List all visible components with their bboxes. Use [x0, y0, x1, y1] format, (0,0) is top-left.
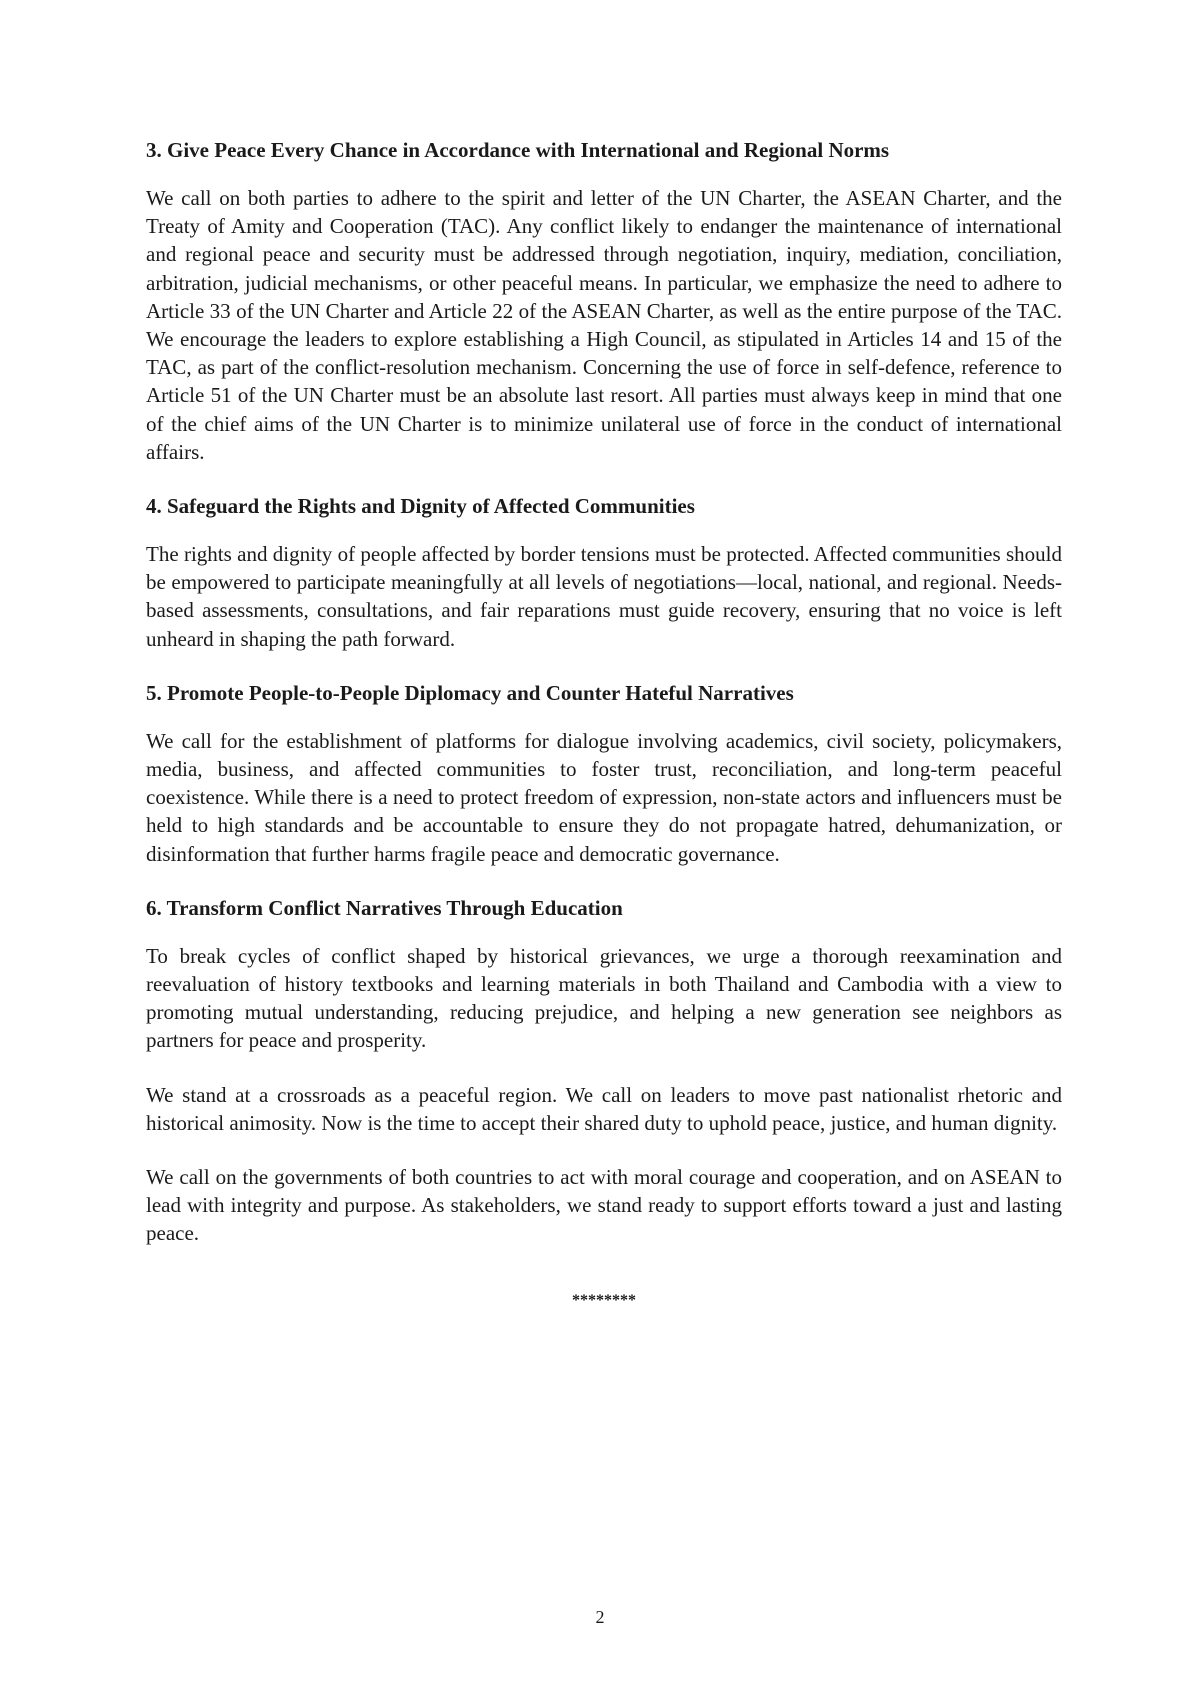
section-paragraph: The rights and dignity of people affected by border tensions must be protected. Affected communities should be empowered to participate meaningfully at all levels of negotiations—local, national, and regional. Needs-based assessments, consultations, and fair reparations must guide recovery, ensuring that no voice is left unheard in shaping the path forward.	[146, 542, 1062, 651]
section-heading: 3. Give Peace Every Chance in Accordance with International and Regional Norms	[146, 138, 890, 162]
page-number: 2	[595, 1607, 605, 1627]
closing-statement	[146, 1081, 1062, 1248]
section-heading: 5. Promote People-to-People Diplomacy and Counter Hateful Narratives	[146, 680, 794, 705]
section-6	[146, 894, 1062, 1055]
closing-paragraph: We stand at a crossroads as a peaceful region. We call on leaders to move past nationalist rhetoric and historical animosity. Now is the time to accept their shared duty to uphold peace, justice, and human dignity.	[146, 1082, 1062, 1135]
document-body	[146, 136, 1062, 1310]
section-paragraph: We call for the establishment of platforms for dialogue involving academics, civil society, policymakers, media, business, and affected communities to foster trust, reconciliation, and long-term peaceful coexistence. While there is a need to protect freedom of expression, non-state actors and influencers must be held to high standards and be accountable to ensure they do not propagate hatred, dehumanization, or disinformation that further harms fragile peace and democratic governance.	[146, 728, 1062, 866]
section-paragraph: We call on both parties to adhere to the spirit and letter of the UN Charter, the ASEAN Charter, and the Treaty of Amity and Cooperation (TAC). Any conflict likely to endanger the maintenance of international and regional peace and security must be addressed through negotiation, inquiry, mediation, conciliation, arbitration, judicial mechanisms, or other peaceful means. In particular, we emphasize the need to adhere to Article 33 of the UN Charter and Article 22 of the ASEAN Charter, as well as the entire purpose of the TAC. We encourage the leaders to explore establishing a High Council, as stipulated in Articles 14 and 15 of the TAC, as part of the conflict-resolution mechanism. Concerning the use of force in self-defence, reference to Article 51 of the UN Charter must be an absolute last resort. All parties must always keep in mind that one of the chief aims of the UN Charter is to minimize unilateral use of force in the conduct of international affairs.	[146, 186, 1062, 464]
section-4	[146, 492, 1062, 653]
end-separator: ********	[572, 1291, 636, 1309]
section-heading: 4. Safeguard the Rights and Dignity of Affected Communities	[146, 494, 695, 519]
section-5	[146, 679, 1062, 868]
closing-paragraph: We call on the governments of both countries to act with moral courage and cooperation, and on ASEAN to lead with integrity and purpose. As stakeholders, we stand ready to support efforts toward a just and lasting peace.	[146, 1165, 1062, 1246]
section-heading: 6. Transform Conflict Narratives Through Education	[146, 895, 623, 920]
section-3	[146, 136, 1062, 466]
section-paragraph: To break cycles of conflict shaped by historical grievances, we urge a thorough reexamination and reevaluation of history textbooks and learning materials in both Thailand and Cambodia with a view to promoting mutual understanding, reducing prejudice, and helping a new generation see neighbors as partners for peace and prosperity.	[146, 943, 1062, 1053]
